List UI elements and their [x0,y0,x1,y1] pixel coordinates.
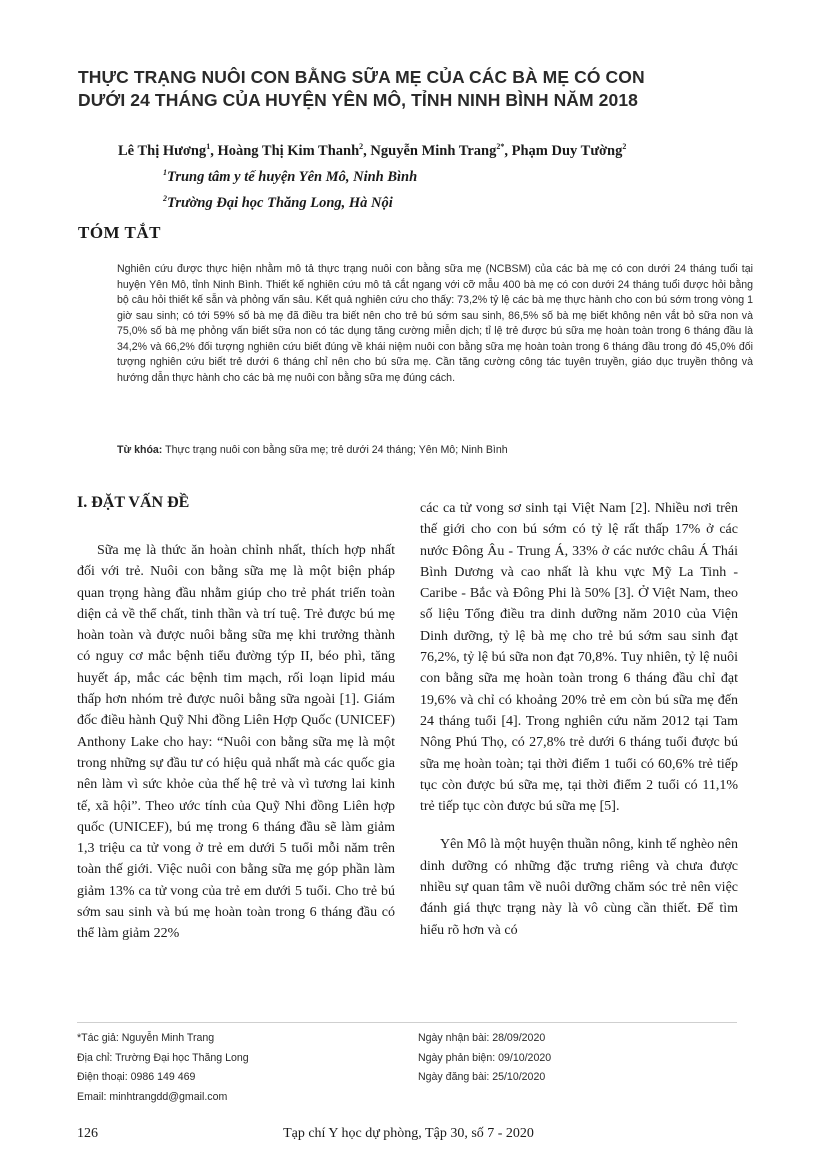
affiliation-1-marker: 1 [163,167,167,177]
corresponding-author: *Tác giả: Nguyễn Minh Trang [77,1032,215,1044]
author-block [118,136,768,213]
keywords [117,443,753,458]
date-published: Ngày đăng bài: 25/10/2020 [418,1071,546,1083]
left-column [77,540,395,945]
footnote-divider [77,1022,737,1023]
author-3: Nguyễn Minh Trang [370,142,497,159]
abstract-heading: TÓM TẮT [78,223,162,242]
article-title [78,66,758,112]
keywords-label: Từ khóa: [117,444,163,456]
affiliation-1-text: Trung tâm y tế huyện Yên Mô, Ninh Bình [167,168,418,185]
intro-paragraph-3: Yên Mô là một huyện thuần nông, kinh tế nghèo nên dinh dưỡng có những đặc trưng riêng và chưa được nhiều sự quan tâm về nuôi dưỡng chăm sóc trẻ nên việc đánh giá thực trạng này là vô cùng cần thiết. Để tìm hiểu rõ hơn và có [420,837,738,938]
intro-paragraph-2: các ca tử vong sơ sinh tại Việt Nam [2]. Nhiều nơi trên thế giới cho con bú sớm có tỷ lệ rất thấp 17% ở các nước Đông Âu - Trung Á, 33% ở các nước châu Á Thái Bình Dương và cao nhất là khu vực Mỹ La Tinh - Caribe - Bắc và Đông Phi là 50% [3]. Ở Việt Nam, theo số liệu Tổng điều tra dinh dưỡng năm 2010 của Viện Dinh dưỡng, tỷ lệ bà mẹ cho trẻ bú sớm sau sinh đạt 76,2%, tỷ lệ bú sữa non đạt 70,8%. Tuy nhiên, tỷ lệ nuôi con bằng sữa mẹ hoàn toàn trong 6 tháng đầu chỉ đạt 19,6% và chỉ có khoảng 20% trẻ em còn bú sữa mẹ đến 24 tháng tuổi [4]. Trong nghiên cứu năm 2012 tại Tam Nông Phú Thọ, có 27,8% trẻ dưới 6 tháng tuổi được bú sữa mẹ hoàn toàn; tại thời điểm 1 tuổi có 60,6% trẻ tiếp tục còn được bú sữa mẹ, tại thời điểm 2 tuổi có 11,1% trẻ tiếp tục còn được bú sữa mẹ [5]. [420,501,738,815]
date-received: Ngày nhận bài: 28/09/2020 [418,1032,546,1044]
journal-footer: Tạp chí Y học dự phòng, Tập 30, số 7 - 2020 [283,1126,534,1141]
affiliation-2-marker: 2 [163,193,167,203]
keywords-text: Thực trạng nuôi con bằng sữa mẹ; trẻ dưới 24 tháng; Yên Mô; Ninh Bình [165,444,508,456]
author-phone: Điện thoại: 0986 149 469 [77,1071,196,1083]
author-1: Lê Thị Hương [118,142,207,159]
author-address: Địa chỉ: Trường Đại học Thăng Long [77,1051,249,1064]
author-2-affiliation: 2 [359,142,364,151]
right-column [420,498,738,941]
author-2: Hoàng Thị Kim Thanh [217,142,360,159]
author-4-affiliation: 2 [622,142,627,151]
article-dates [418,1029,738,1088]
abstract-text: Nghiên cứu được thực hiện nhằm mô tả thực trạng nuôi con bằng sữa mẹ (NCBSM) của các bà mẹ có con dưới 24 tháng tuổi tại huyện Yên Mô, tỉnh Ninh Bình. Thiết kế nghiên cứu mô tả cắt ngang với cỡ mẫu 400 bà mẹ có con dưới 24 tháng tuổi được hỏi bằng bộ câu hỏi thiết kế sẵn và phỏng vấn sâu. Kết quả nghiên cứu cho thấy: 73,2% tỷ lệ các bà mẹ thực hành cho con bú sớm trong vòng 1 giờ sau sinh; có tới 59% số bà mẹ đã điều tra biết nên cho trẻ bú sớm sau sinh, 86,5% số bà mẹ biết không nên vắt bỏ sữa non và 75,0% số bà mẹ phỏng vấn biết sữa non có tác dụng tăng cường miễn dịch; tỉ lệ trẻ được bú sữa mẹ hoàn toàn trong 6 tháng đầu là 34,2% và 66,2% đối tượng nghiên cứu biết đúng về khái niệm nuôi con bằng sữa mẹ hoàn toàn trong 6 tháng đầu trong đó 45,0% đối tượng nghiên cứu biết trẻ dưới 6 tháng chỉ nên cho bú sữa mẹ. Cần tăng cường công tác tuyên truyền, giáo dục truyền thông và hướng dẫn thực hành cho các bà mẹ nuôi con bằng sữa mẹ đúng cách. [117,263,753,384]
author-3-affiliation: 2* [496,142,505,151]
section-heading: I. ĐẶT VẤN ĐỀ [77,494,190,511]
author-list: Lê Thị Hương$^1$, Hoàng Thị Kim Thanh$^2$, Nguyễn Minh Trang$^{2*}$, Phạm Duy Tường$^2$ [118,142,627,159]
affiliation-1 [118,162,768,188]
title-line-1: THỰC TRẠNG NUÔI CON BẰNG SỮA MẸ CỦA CÁC BÀ MẸ CÓ CON [78,67,645,87]
title-line-2: DƯỚI 24 THÁNG CỦA HUYỆN YÊN MÔ, TỈNH NINH BÌNH NĂM 2018 [78,90,639,110]
intro-paragraph-1: Sữa mẹ là thức ăn hoàn chỉnh nhất, thích hợp nhất đối với trẻ. Nuôi con bằng sữa mẹ là một biện pháp quan trọng hàng đầu nhằm giúp cho trẻ phát triển toàn diện cả về thể chất, tinh thần và trí tuệ. Trẻ được bú mẹ hoàn toàn và được nuôi bằng sữa mẹ khi trưởng thành có nguy cơ mắc bệnh tiểu đường týp II, béo phì, tăng huyết áp, mắc các bệnh tim mạch, rối loạn lipid máu thấp hơn nhóm trẻ được nuôi bằng sữa ngoài [1]. Giám đốc điều hành Quỹ Nhi đồng Liên Hợp Quốc (UNICEF) Anthony Lake cho hay: “Nuôi con bằng sữa mẹ là một trong những sự đầu tư có hiệu quả nhất mà các quốc gia nên làm vì sức khỏe của thế hệ trẻ và vì tương lai kinh tế, xã hội”. Theo ước tính của Quỹ Nhi đồng Liên hợp quốc (UNICEF), bú mẹ trong 6 tháng đầu sẽ làm giảm 1,3 triệu ca tử vong ở trẻ em dưới 5 tuổi mỗi năm trên toàn thế giới. Việc nuôi con bằng sữa mẹ góp phần làm giảm 13% ca tử vong của trẻ em dưới 5 tuổi. Cho trẻ bú sớm sau sinh và bú mẹ hoàn toàn trong 6 tháng đầu có thể làm giảm 22% [77,543,395,942]
author-1-affiliation: 1 [206,142,211,151]
author-4: Phạm Duy Tường [511,142,623,159]
author-email: Email: minhtrangdd@gmail.com [77,1090,228,1103]
affiliation-2 [118,188,768,214]
corresponding-author-info [77,1029,397,1107]
page-number: 126 [77,1126,98,1141]
date-reviewed: Ngày phản biện: 09/10/2020 [418,1051,552,1064]
affiliation-2-text: Trường Đại học Thăng Long, Hà Nội [167,194,393,211]
